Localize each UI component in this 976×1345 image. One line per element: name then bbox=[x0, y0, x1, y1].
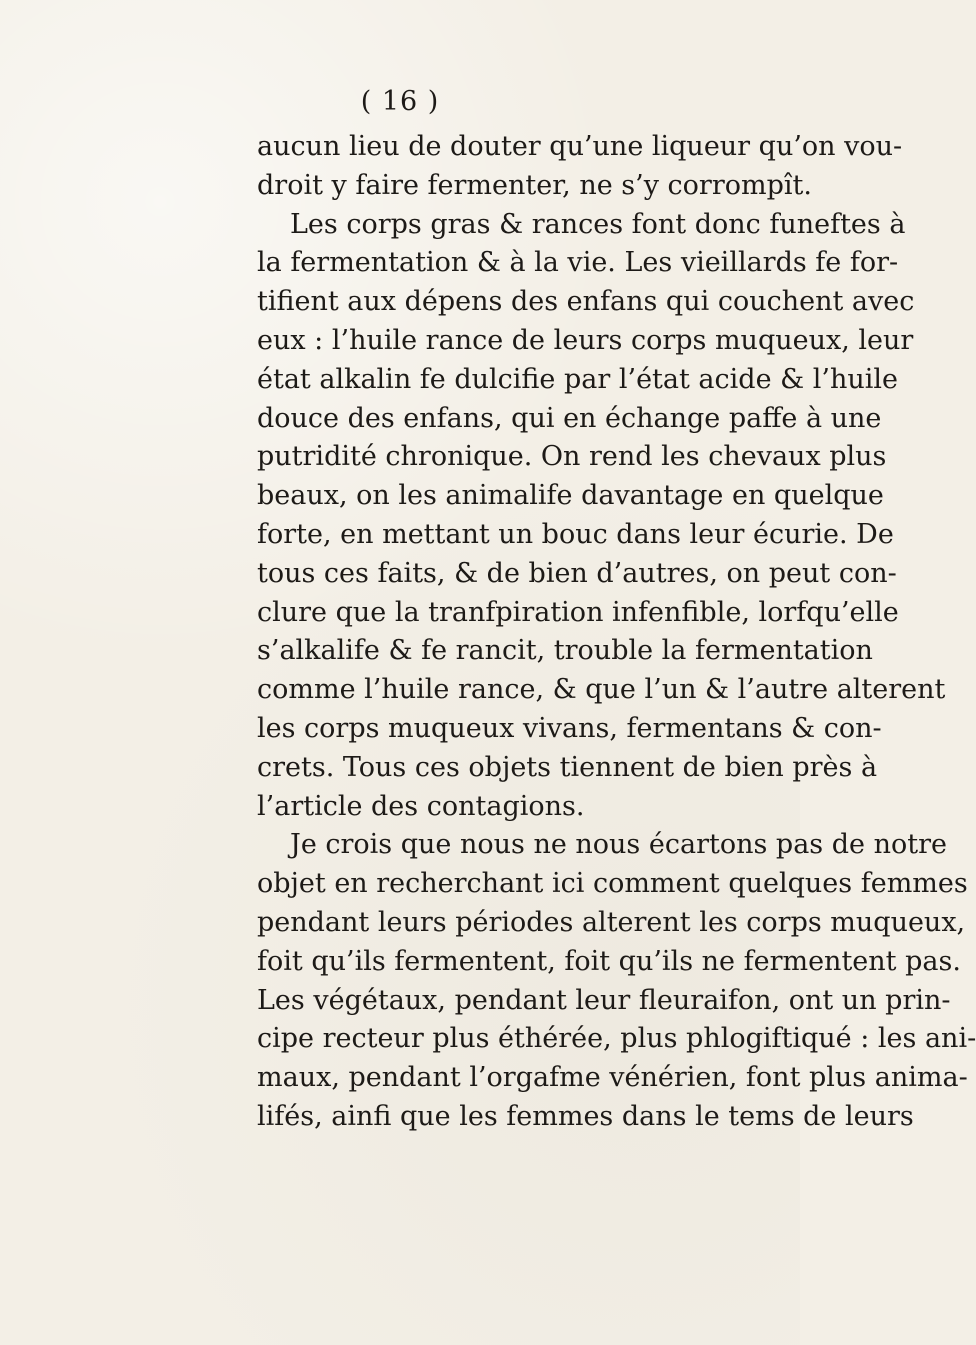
page-number: ( 16 ) bbox=[360, 86, 440, 117]
text-line: maux, pendant l’orgafme vénérien, font plus anima- bbox=[257, 1062, 968, 1094]
text-line: pendant leurs périodes alterent les corps muqueux, bbox=[257, 906, 966, 938]
text-line: s’alkalife & fe rancit, trouble la fermentation bbox=[257, 635, 873, 667]
text-line: eux : l’huile rance de leurs corps muqueux, leur bbox=[257, 324, 914, 356]
text-line: droit y faire fermenter, ne s’y corrompît. bbox=[257, 169, 812, 201]
text-line: état alkalin fe dulcifie par l’état acide & l’huile bbox=[257, 363, 898, 395]
text-line: Je crois que nous ne nous écartons pas de notre bbox=[290, 829, 947, 861]
text-line: clure que la tranfpiration infenfible, lorfqu’elle bbox=[257, 596, 899, 628]
text-line: la fermentation & à la vie. Les vieillards fe for- bbox=[257, 247, 899, 279]
text-line: crets. Tous ces objets tiennent de bien près à bbox=[257, 751, 878, 783]
text-line: lifés, ainfi que les femmes dans le tems de leurs bbox=[257, 1100, 914, 1132]
text-line: foit qu’ils fermentent, foit qu’ils ne fermentent pas. bbox=[257, 945, 961, 977]
text-line: Les corps gras & rances font donc funeftes à bbox=[290, 208, 906, 240]
text-line: objet en recherchant ici comment quelques femmes bbox=[257, 868, 968, 900]
text-line: comme l’huile rance, & que l’un & l’autre alterent bbox=[257, 674, 946, 706]
text-line: les corps muqueux vivans, fermentans & con- bbox=[257, 712, 882, 744]
text-line: aucun lieu de douter qu’une liqueur qu’on vou- bbox=[257, 131, 903, 162]
text-line: tous ces faits, & de bien d’autres, on peut con- bbox=[257, 557, 897, 589]
text-line: Les végétaux, pendant leur fleuraifon, ont un prin- bbox=[257, 984, 951, 1016]
body-text bbox=[257, 128, 976, 1137]
text-line: douce des enfans, qui en échange paffe à une bbox=[257, 402, 882, 434]
text-line: putridité chronique. On rend les chevaux plus bbox=[257, 441, 887, 473]
text-line: l’article des contagions. bbox=[257, 790, 585, 822]
text-line: tifient aux dépens des enfans qui couchent avec bbox=[257, 286, 915, 318]
text-line: beaux, on les animalife davantage en quelque bbox=[257, 480, 884, 512]
text-line: forte, en mettant un bouc dans leur écurie. De bbox=[257, 518, 894, 550]
text-line: cipe recteur plus éthérée, plus phlogiftiqué : les ani- bbox=[257, 1023, 976, 1055]
